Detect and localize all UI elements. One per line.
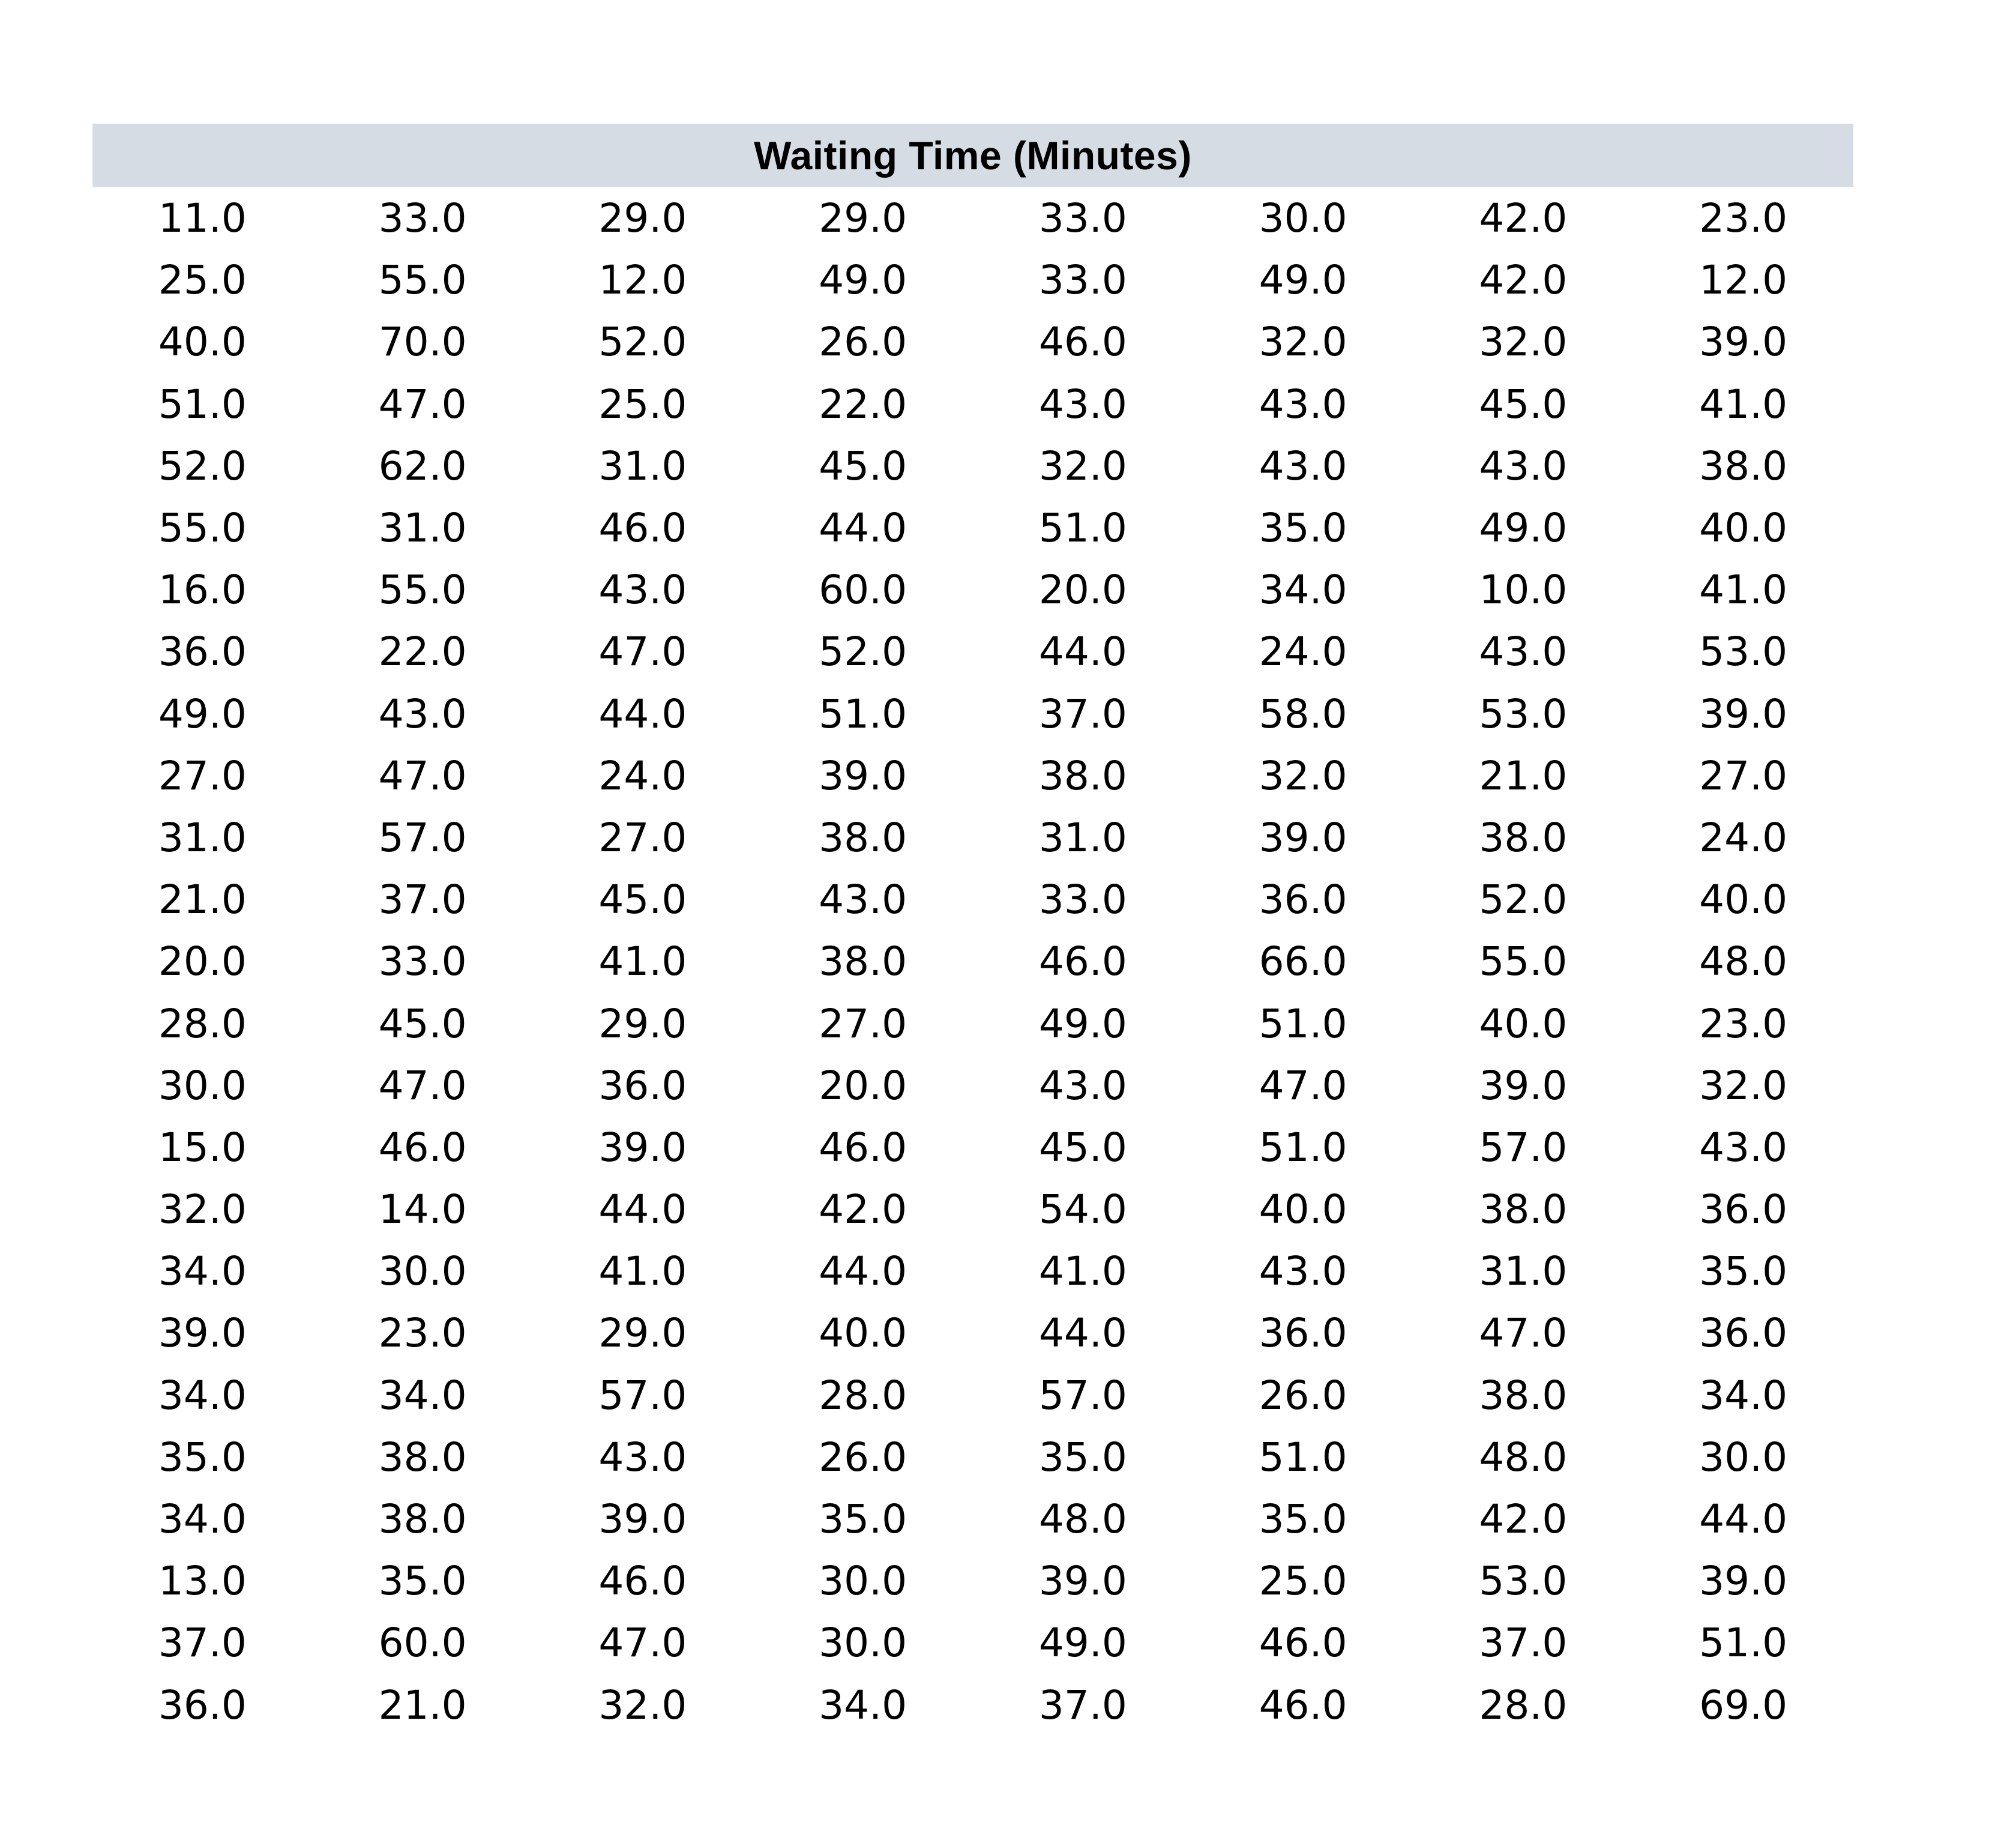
table-cell: 66.0 [1259, 938, 1347, 985]
table-cell: 46.0 [819, 1124, 907, 1171]
table-cell: 36.0 [158, 1682, 247, 1728]
table-cell: 21.0 [378, 1682, 467, 1728]
table-cell: 57.0 [598, 1372, 687, 1419]
table-cell: 47.0 [598, 629, 687, 675]
table-cell: 52.0 [598, 319, 687, 366]
table-cell: 38.0 [819, 938, 907, 985]
table-cell: 45.0 [598, 876, 687, 923]
table-cell: 30.0 [819, 1558, 907, 1605]
table-cell: 54.0 [1038, 1186, 1127, 1233]
table-cell: 46.0 [1038, 938, 1127, 985]
table-cell: 43.0 [598, 567, 687, 614]
table-cell: 39.0 [819, 752, 907, 799]
table-cell: 34.0 [378, 1372, 467, 1419]
table-cell: 29.0 [598, 195, 687, 242]
table-cell: 44.0 [1038, 1310, 1127, 1357]
table-cell: 43.0 [1479, 442, 1568, 489]
table-cell: 36.0 [1699, 1310, 1788, 1357]
table-cell: 22.0 [378, 629, 467, 675]
table-cell: 32.0 [1038, 442, 1127, 489]
table-cell: 38.0 [1479, 1186, 1568, 1233]
table-cell: 45.0 [819, 442, 907, 489]
table-cell: 40.0 [819, 1310, 907, 1357]
table-cell: 25.0 [158, 257, 247, 304]
table-cell: 46.0 [1259, 1682, 1347, 1728]
table-cell: 27.0 [819, 1000, 907, 1047]
table-cell: 29.0 [819, 195, 907, 242]
table-cell: 23.0 [378, 1310, 467, 1357]
table-cell: 46.0 [1259, 1620, 1347, 1667]
table-cell: 57.0 [378, 814, 467, 861]
table-cell: 46.0 [598, 505, 687, 552]
table-cell: 40.0 [1699, 505, 1788, 552]
table-cell: 22.0 [819, 381, 907, 427]
table-cell: 39.0 [158, 1310, 247, 1357]
table-cell: 46.0 [1038, 319, 1127, 366]
table-cell: 51.0 [819, 690, 907, 737]
table-cell: 43.0 [1038, 1062, 1127, 1109]
table-cell: 39.0 [1479, 1062, 1568, 1109]
table-cell: 51.0 [1259, 1434, 1347, 1480]
table-cell: 45.0 [1479, 381, 1568, 427]
waiting-time-table [92, 124, 1853, 1736]
table-cell: 27.0 [598, 814, 687, 861]
table-cell: 37.0 [1038, 690, 1127, 737]
table-cell: 57.0 [1038, 1372, 1127, 1419]
table-cell: 21.0 [158, 876, 247, 923]
table-cell: 23.0 [1699, 195, 1788, 242]
table-cell: 39.0 [1259, 814, 1347, 861]
table-body [92, 187, 1853, 1736]
table-cell: 45.0 [1038, 1124, 1127, 1171]
table-cell: 38.0 [378, 1496, 467, 1543]
table-cell: 37.0 [158, 1620, 247, 1667]
table-cell: 36.0 [1259, 876, 1347, 923]
table-cell: 58.0 [1259, 690, 1347, 737]
table-cell: 55.0 [158, 505, 247, 552]
table-cell: 34.0 [158, 1372, 247, 1419]
table-cell: 26.0 [819, 1434, 907, 1480]
table-cell: 44.0 [598, 1186, 687, 1233]
table-cell: 34.0 [819, 1682, 907, 1728]
table-cell: 41.0 [1038, 1248, 1127, 1295]
table-cell: 57.0 [1479, 1124, 1568, 1171]
table-cell: 49.0 [1038, 1000, 1127, 1047]
table-cell: 32.0 [1479, 319, 1568, 366]
table-cell: 42.0 [1479, 195, 1568, 242]
table-cell: 30.0 [158, 1062, 247, 1109]
table-cell: 26.0 [1259, 1372, 1347, 1419]
table-cell: 51.0 [1259, 1000, 1347, 1047]
table-cell: 43.0 [598, 1434, 687, 1480]
table-cell: 52.0 [819, 629, 907, 675]
table-cell: 12.0 [1699, 257, 1788, 304]
table-cell: 47.0 [378, 381, 467, 427]
table-cell: 35.0 [1259, 1496, 1347, 1543]
table-cell: 35.0 [1259, 505, 1347, 552]
table-cell: 51.0 [1259, 1124, 1347, 1171]
table-cell: 38.0 [1479, 814, 1568, 861]
table-cell: 55.0 [378, 567, 467, 614]
table-cell: 23.0 [1699, 1000, 1788, 1047]
table-cell: 38.0 [1038, 752, 1127, 799]
table-cell: 30.0 [1699, 1434, 1788, 1480]
table-cell: 60.0 [378, 1620, 467, 1667]
table-cell: 20.0 [158, 938, 247, 985]
table-cell: 52.0 [158, 442, 247, 489]
table-cell: 45.0 [378, 1000, 467, 1047]
table-cell: 43.0 [1038, 381, 1127, 427]
table-cell: 55.0 [1479, 938, 1568, 985]
table-cell: 42.0 [819, 1186, 907, 1233]
table-cell: 31.0 [598, 442, 687, 489]
table-cell: 39.0 [1699, 319, 1788, 366]
table-cell: 12.0 [598, 257, 687, 304]
table-cell: 42.0 [1479, 257, 1568, 304]
table-cell: 49.0 [1479, 505, 1568, 552]
table-cell: 44.0 [1038, 629, 1127, 675]
table-cell: 43.0 [1479, 629, 1568, 675]
table-cell: 33.0 [1038, 257, 1127, 304]
table-cell: 35.0 [819, 1496, 907, 1543]
table-cell: 41.0 [1699, 567, 1788, 614]
table-cell: 25.0 [598, 381, 687, 427]
table-cell: 13.0 [158, 1558, 247, 1605]
table-cell: 37.0 [1479, 1620, 1568, 1667]
table-cell: 39.0 [598, 1496, 687, 1543]
table-cell: 30.0 [1259, 195, 1347, 242]
table-cell: 32.0 [1259, 319, 1347, 366]
table-cell: 32.0 [1699, 1062, 1788, 1109]
table-cell: 62.0 [378, 442, 467, 489]
table-cell: 34.0 [158, 1496, 247, 1543]
table-cell: 49.0 [1038, 1620, 1127, 1667]
table-cell: 15.0 [158, 1124, 247, 1171]
table-cell: 43.0 [1259, 381, 1347, 427]
table-cell: 37.0 [378, 876, 467, 923]
table-cell: 44.0 [1699, 1496, 1788, 1543]
table-cell: 47.0 [378, 1062, 467, 1109]
table-cell: 40.0 [1699, 876, 1788, 923]
table-cell: 24.0 [598, 752, 687, 799]
table-cell: 49.0 [158, 690, 247, 737]
table-cell: 43.0 [1259, 1248, 1347, 1295]
table-cell: 43.0 [378, 690, 467, 737]
table-cell: 43.0 [1259, 442, 1347, 489]
table-cell: 36.0 [598, 1062, 687, 1109]
table-cell: 25.0 [1259, 1558, 1347, 1605]
table-cell: 11.0 [158, 195, 247, 242]
table-cell: 35.0 [1699, 1248, 1788, 1295]
table-cell: 33.0 [378, 938, 467, 985]
table-cell: 33.0 [378, 195, 467, 242]
table-cell: 31.0 [378, 505, 467, 552]
table-cell: 41.0 [1699, 381, 1788, 427]
table-cell: 46.0 [598, 1558, 687, 1605]
table-title: Waiting Time (Minutes) [754, 133, 1192, 178]
table-cell: 29.0 [598, 1000, 687, 1047]
table-cell: 39.0 [598, 1124, 687, 1171]
table-cell: 28.0 [158, 1000, 247, 1047]
table-cell: 37.0 [1038, 1682, 1127, 1728]
table-cell: 53.0 [1699, 629, 1788, 675]
table-cell: 51.0 [158, 381, 247, 427]
table-cell: 39.0 [1038, 1558, 1127, 1605]
table-cell: 47.0 [378, 752, 467, 799]
table-cell: 26.0 [819, 319, 907, 366]
table-cell: 32.0 [158, 1186, 247, 1233]
table-cell: 47.0 [1479, 1310, 1568, 1357]
table-cell: 36.0 [1259, 1310, 1347, 1357]
table-cell: 20.0 [1038, 567, 1127, 614]
table-cell: 27.0 [1699, 752, 1788, 799]
table-cell: 34.0 [1699, 1372, 1788, 1419]
table-cell: 44.0 [819, 1248, 907, 1295]
table-cell: 36.0 [158, 629, 247, 675]
table-cell: 69.0 [1699, 1682, 1788, 1728]
table-cell: 43.0 [1699, 1124, 1788, 1171]
table-cell: 52.0 [1479, 876, 1568, 923]
table-cell: 10.0 [1479, 567, 1568, 614]
table-cell: 35.0 [158, 1434, 247, 1480]
table-cell: 30.0 [819, 1620, 907, 1667]
table-cell: 14.0 [378, 1186, 467, 1233]
table-cell: 44.0 [598, 690, 687, 737]
table-cell: 38.0 [819, 814, 907, 861]
table-cell: 31.0 [1038, 814, 1127, 861]
table-cell: 35.0 [378, 1558, 467, 1605]
table-cell: 16.0 [158, 567, 247, 614]
table-cell: 55.0 [378, 257, 467, 304]
table-cell: 24.0 [1699, 814, 1788, 861]
table-cell: 47.0 [1259, 1062, 1347, 1109]
table-cell: 41.0 [598, 1248, 687, 1295]
table-cell: 51.0 [1699, 1620, 1788, 1667]
table-cell: 21.0 [1479, 752, 1568, 799]
table-cell: 28.0 [1479, 1682, 1568, 1728]
table-cell: 43.0 [819, 876, 907, 923]
table-cell: 33.0 [1038, 195, 1127, 242]
table-cell: 38.0 [1479, 1372, 1568, 1419]
table-cell: 34.0 [158, 1248, 247, 1295]
table-cell: 27.0 [158, 752, 247, 799]
table-cell: 30.0 [378, 1248, 467, 1295]
table-cell: 49.0 [819, 257, 907, 304]
table-cell: 31.0 [1479, 1248, 1568, 1295]
table-cell: 35.0 [1038, 1434, 1127, 1480]
table-cell: 60.0 [819, 567, 907, 614]
table-cell: 53.0 [1479, 690, 1568, 737]
table-cell: 32.0 [598, 1682, 687, 1728]
table-cell: 29.0 [598, 1310, 687, 1357]
table-cell: 32.0 [1259, 752, 1347, 799]
table-cell: 40.0 [1479, 1000, 1568, 1047]
table-cell: 51.0 [1038, 505, 1127, 552]
table-cell: 48.0 [1479, 1434, 1568, 1480]
table-cell: 44.0 [819, 505, 907, 552]
table-cell: 46.0 [378, 1124, 467, 1171]
table-cell: 47.0 [598, 1620, 687, 1667]
table-cell: 40.0 [158, 319, 247, 366]
table-cell: 38.0 [1699, 442, 1788, 489]
table-cell: 39.0 [1699, 1558, 1788, 1605]
table-cell: 28.0 [819, 1372, 907, 1419]
table-cell: 38.0 [378, 1434, 467, 1480]
table-cell: 20.0 [819, 1062, 907, 1109]
table-header [92, 124, 1853, 187]
table-cell: 24.0 [1259, 629, 1347, 675]
table-cell: 41.0 [598, 938, 687, 985]
table-cell: 42.0 [1479, 1496, 1568, 1543]
table-cell: 70.0 [378, 319, 467, 366]
table-cell: 33.0 [1038, 876, 1127, 923]
table-cell: 31.0 [158, 814, 247, 861]
table-cell: 48.0 [1699, 938, 1788, 985]
table-cell: 40.0 [1259, 1186, 1347, 1233]
table-cell: 34.0 [1259, 567, 1347, 614]
table-cell: 39.0 [1699, 690, 1788, 737]
table-cell: 36.0 [1699, 1186, 1788, 1233]
table-cell: 48.0 [1038, 1496, 1127, 1543]
table-cell: 53.0 [1479, 1558, 1568, 1605]
table-cell: 49.0 [1259, 257, 1347, 304]
